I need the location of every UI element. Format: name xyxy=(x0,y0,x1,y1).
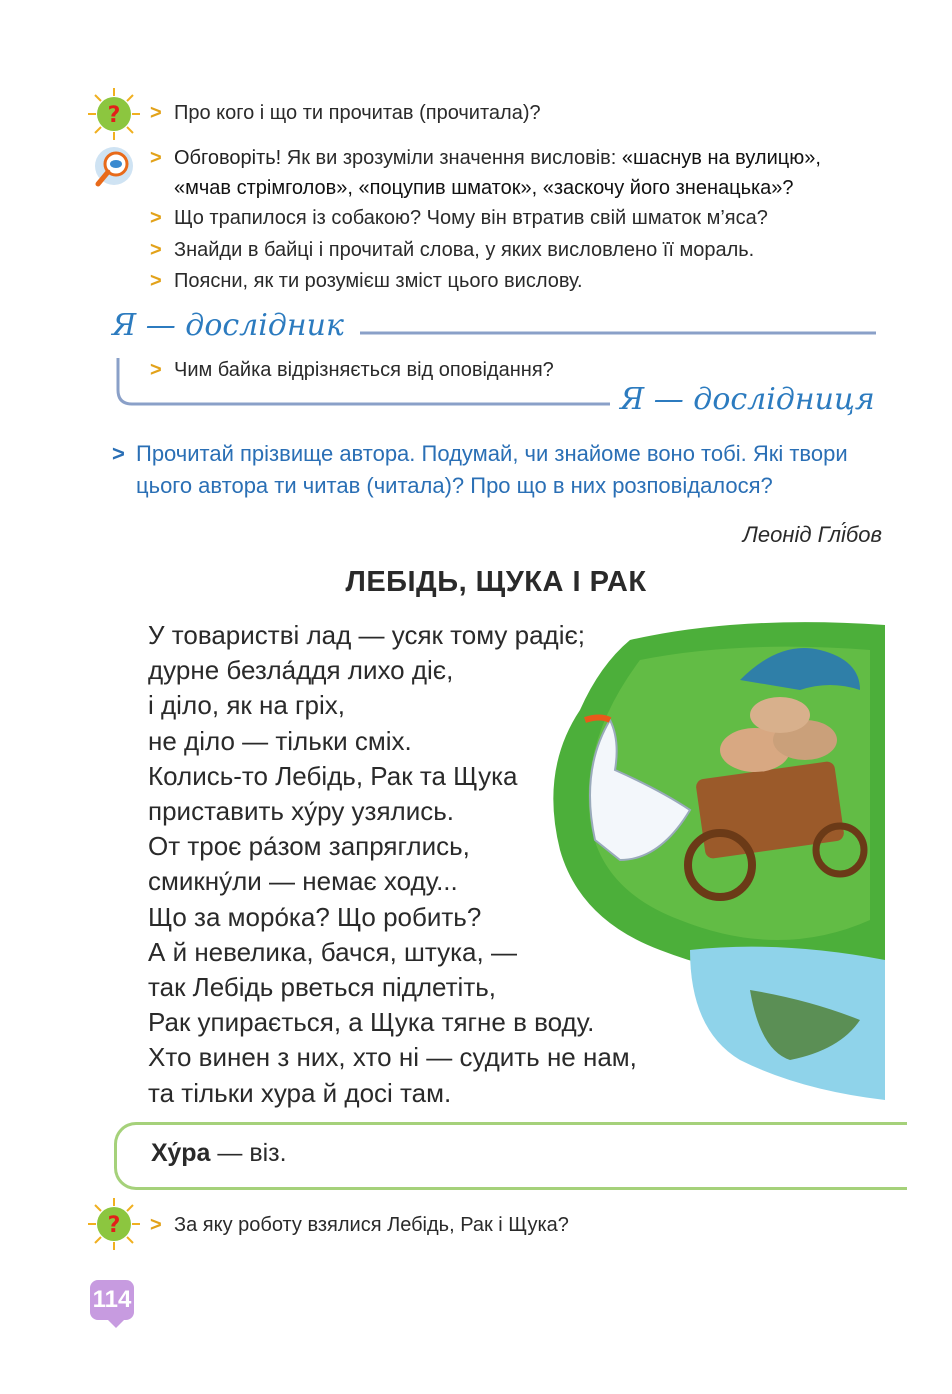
question-line: > Про кого і що ти прочитав (прочитала)? xyxy=(150,98,541,128)
discuss-block: > Обговоріть! Як ви зрозуміли значення висловів: «шаснув на вулицю», xyxy=(150,143,890,173)
poem-line: смикну́ли — немає ходу... xyxy=(148,866,458,897)
author-task-line: цього автора ти читав (читала)? Про що в них розповідалося? xyxy=(136,473,773,498)
arrow-icon: > xyxy=(112,441,125,466)
arrow-icon: > xyxy=(150,359,162,381)
glossary-box xyxy=(114,1122,907,1190)
discuss-item: > Знайди в байці і прочитай слова, у яких висловлено її мораль. xyxy=(150,235,754,265)
poem-line: приставить ху́ру узялись. xyxy=(148,796,455,827)
svg-text:?: ? xyxy=(107,1213,121,1238)
arrow-icon: > xyxy=(150,239,162,261)
question-mark-icon xyxy=(86,86,142,142)
arrow-icon: > xyxy=(150,1214,162,1236)
poem-line: А й невелика, бачся, штука, — xyxy=(148,936,517,967)
poem-line: та тільки хура й досі там. xyxy=(148,1077,452,1108)
poem-line: дурне безла́ддя лихо діє, xyxy=(148,655,454,686)
page-number: 114 xyxy=(90,1280,134,1320)
magnifier-eye-icon xyxy=(86,140,142,196)
poem-line: Що за моро́ка? Що робить? xyxy=(148,901,482,932)
poem-line: і діло, як на гріх, xyxy=(148,690,345,721)
question-mark-icon xyxy=(86,1196,142,1252)
arrow-icon: > xyxy=(150,207,162,229)
poem-line: Колись-то Лебідь, Рак та Щука xyxy=(148,760,518,791)
glossary-entry: Ху́ра — віз. xyxy=(151,1139,287,1167)
discuss-quotes-line: «мчав стрімголов», «поцупив шматок», «заскочу його зненацька»? xyxy=(174,177,794,199)
discuss-item: > Поясни, як ти розумієш зміст цього вислову. xyxy=(150,266,583,296)
poem-line: У товаристві лад — усяк тому радіє; xyxy=(148,620,585,650)
discuss-item: > Що трапилося із собакою? Чому він втратив свій шматок м’яса? xyxy=(150,203,768,233)
researcher-label-m: Я — дослідник xyxy=(112,308,344,343)
arrow-icon: > xyxy=(150,102,162,124)
svg-text:?: ? xyxy=(107,103,121,128)
question-line: > За яку роботу взялися Лебідь, Рак і Щука? xyxy=(150,1210,569,1240)
researcher-label-f: Я — дослідниця xyxy=(620,382,875,417)
poem-title: ЛЕБІДЬ, ЩУКА І РАК xyxy=(345,566,647,598)
poem-line: Хто винен з них, хто ні — судить не нам, xyxy=(148,1042,637,1073)
poem-line: не діло — тільки сміх. xyxy=(148,725,412,756)
researcher-question: > Чим байка відрізняється від оповідання? xyxy=(150,355,554,385)
arrow-icon: > xyxy=(150,147,162,169)
poem-line: Рак упирається, а Щука тягне в воду. xyxy=(148,1007,595,1038)
arrow-icon: > xyxy=(150,270,162,292)
poem-body xyxy=(148,618,637,1111)
poem-line: От троє ра́зом запряглись, xyxy=(148,831,470,862)
author-task-line: > Прочитай прізвище автора. Подумай, чи знайоме воно тобі. Які твори xyxy=(112,438,892,470)
author-name: Леонід Глі́бов xyxy=(742,522,882,547)
poem-line: так Лебідь рветься підлетіть, xyxy=(148,972,497,1003)
